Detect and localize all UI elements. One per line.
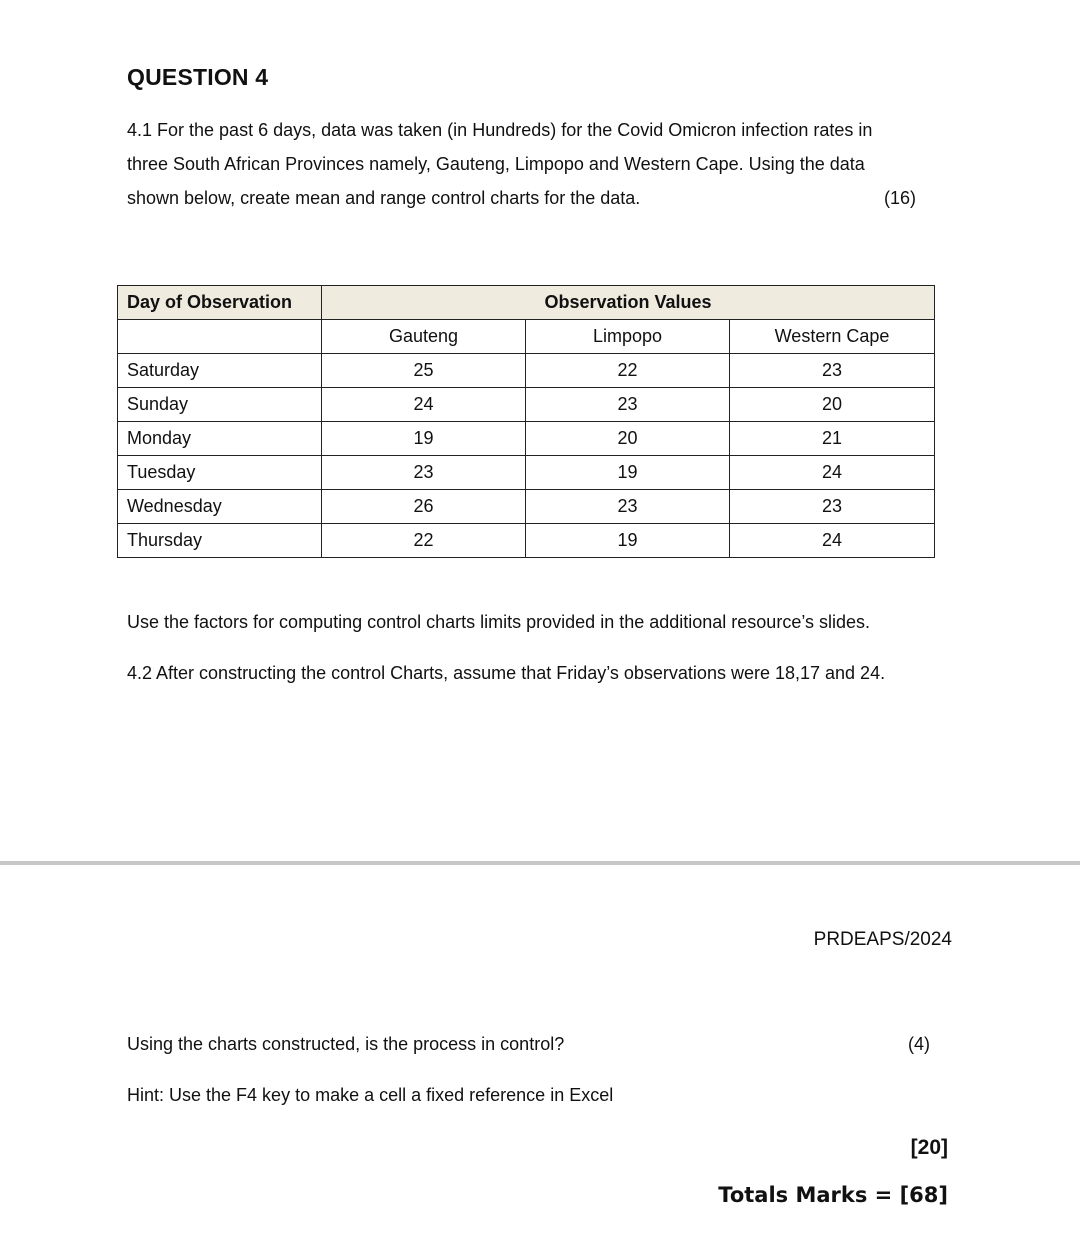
table-row [118, 490, 935, 524]
table-cell-value: 24 [322, 388, 526, 422]
question-line: three South African Provinces namely, Gauteng, Limpopo and Western Cape. Using the data [127, 154, 865, 174]
excel-hint: Hint: Use the F4 key to make a cell a fixed reference in Excel [127, 1085, 614, 1105]
table-cell-day: Saturday [118, 354, 322, 388]
table-cell-value: 19 [322, 422, 526, 456]
table-row [118, 524, 935, 558]
table-cell-value: 22 [526, 354, 730, 388]
table-cell-day: Tuesday [118, 456, 322, 490]
table-cell-value: 23 [526, 388, 730, 422]
process-control-marks: (4) [908, 1034, 930, 1054]
table-cell-value: 23 [730, 490, 935, 524]
table-row [118, 388, 935, 422]
table-cell-value: 24 [730, 524, 935, 558]
section-total-marks: [20] [910, 1136, 948, 1159]
table-header-row [118, 286, 935, 320]
table-cell-empty [118, 320, 322, 354]
question-4-1-marks: (16) [883, 188, 916, 208]
question-4-2-text: 4.2 After constructing the control Charts, assume that Friday’s observations were 18,17 and 24. [127, 663, 886, 683]
table-cell-day: Wednesday [118, 490, 322, 524]
table-cell-day: Thursday [118, 524, 322, 558]
table-cell-day: Sunday [118, 388, 322, 422]
table-cell-value: 22 [322, 524, 526, 558]
column-header-limpopo: Limpopo [526, 320, 730, 354]
column-header-western-cape: Western Cape [730, 320, 935, 354]
document-code: PRDEAPS/2024 [813, 929, 952, 950]
column-header-gauteng: Gauteng [322, 320, 526, 354]
table-cell-value: 24 [730, 456, 935, 490]
table-cell-value: 19 [526, 456, 730, 490]
header-observation-values: Observation Values [322, 286, 935, 320]
table-cell-value: 21 [730, 422, 935, 456]
grand-total-marks: Totals Marks = [68] [718, 1183, 948, 1207]
table-cell-value: 25 [322, 354, 526, 388]
table-cell-value: 26 [322, 490, 526, 524]
observation-table [117, 285, 935, 558]
table-cell-value: 23 [730, 354, 935, 388]
table-cell-day: Monday [118, 422, 322, 456]
factors-note: Use the factors for computing control charts limits provided in the additional resource’s slides. [127, 612, 871, 632]
table-cell-value: 19 [526, 524, 730, 558]
question-title: QUESTION 4 [127, 64, 269, 90]
table-cell-value: 23 [526, 490, 730, 524]
header-day-of-observation: Day of Observation [118, 286, 322, 320]
question-line: 4.1 For the past 6 days, data was taken (in Hundreds) for the Covid Omicron infection rates in [127, 120, 873, 140]
table-cell-value: 23 [322, 456, 526, 490]
question-line: shown below, create mean and range control charts for the data. [127, 188, 641, 208]
question-4-1-text [127, 113, 937, 215]
table-row [118, 422, 935, 456]
table-row [118, 354, 935, 388]
table-cell-value: 20 [526, 422, 730, 456]
page-divider [0, 861, 1080, 865]
table-subheader-row [118, 320, 935, 354]
process-control-question: Using the charts constructed, is the process in control? [127, 1034, 565, 1054]
table-row [118, 456, 935, 490]
table-cell-value: 20 [730, 388, 935, 422]
